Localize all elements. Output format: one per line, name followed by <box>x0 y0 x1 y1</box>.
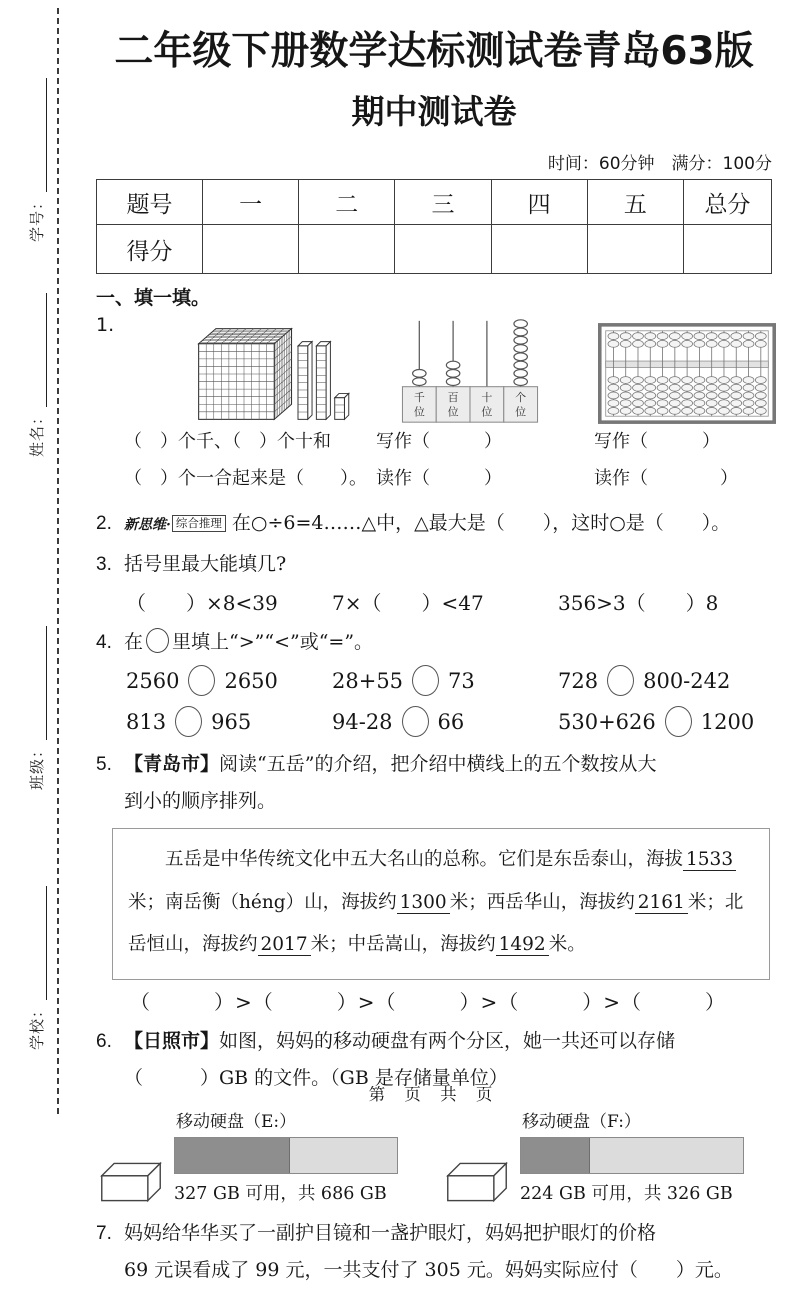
disk-f-usage-bar <box>520 1137 744 1174</box>
q5-prompt-line-1 <box>124 746 772 783</box>
cmp-left: 28+55 <box>332 668 404 693</box>
svg-text:位: 位 <box>413 405 425 419</box>
cmp-left: 813 <box>126 709 167 734</box>
svg-text:位: 位 <box>481 405 493 419</box>
score-table <box>96 179 772 274</box>
question-4 <box>96 624 772 661</box>
q1-blocks-caption-2: （ ）个一合起来是（ ）。 <box>124 467 367 489</box>
score-cell-empty <box>587 225 683 274</box>
score-row-label: 得分 <box>97 225 203 274</box>
q1-blocks-caption-1: （ ）个千、（ ）个十和 <box>124 431 331 452</box>
q6-prompt-line-1 <box>124 1023 772 1060</box>
name-label: 姓名： <box>28 408 46 457</box>
sidebar-field-class <box>19 600 47 790</box>
question-5-prompt <box>124 746 772 820</box>
comparison-circle <box>412 665 439 696</box>
svg-text:位: 位 <box>515 405 527 419</box>
question-1-figures <box>124 312 772 498</box>
elevation-value: 2017 <box>258 934 311 956</box>
class-blank-line <box>29 626 47 740</box>
drive-box-icon <box>100 1159 162 1205</box>
score-header-cell: 二 <box>299 180 395 225</box>
elevation-value: 2161 <box>635 892 688 914</box>
question-4-row-2 <box>126 706 772 737</box>
question-2-number: 2. <box>96 512 112 534</box>
score-cell-empty <box>299 225 395 274</box>
q3-item: 356>3（ ）8 <box>558 590 719 615</box>
name-blank-line <box>29 293 47 407</box>
q7-line-2: 69 元误看成了 99 元，一共支付了 305 元。妈妈实际应付（ ）元。 <box>124 1258 733 1281</box>
five-mountains-passage <box>128 839 754 967</box>
cmp-right: 965 <box>211 709 252 734</box>
q4-prompt-prefix: 在 <box>124 630 144 653</box>
passage-text: 米；北岳恒山，海拔约 <box>128 891 744 956</box>
five-mountains-box <box>112 828 770 980</box>
base-ten-blocks-image <box>190 324 352 424</box>
q5-prompt-text: 阅读“五岳”的介绍，把介绍中横线上的五个数按从大 <box>219 752 657 775</box>
question-3 <box>96 546 772 583</box>
city-tag-qingdao: 【青岛市】 <box>124 752 220 775</box>
question-3-items <box>126 587 772 616</box>
question-5-answer-line: （ ）>（ ）>（ ）>（ ）>（ ） <box>130 989 727 1014</box>
comparison-item <box>558 706 772 737</box>
q1-counter-column <box>376 312 594 498</box>
paper-subtitle: 期中测试卷 <box>351 92 517 131</box>
question-3-number: 3. <box>96 553 112 575</box>
comparison-item <box>332 706 558 737</box>
question-1-number: 1. <box>96 314 115 336</box>
q1-abacus-figure <box>594 312 776 424</box>
disk-e-title: 移动硬盘（E:） <box>176 1111 297 1132</box>
question-2-body <box>124 505 772 542</box>
svg-text:十: 十 <box>481 391 493 405</box>
q1-blocks-figure <box>124 312 376 424</box>
question-5 <box>96 746 772 820</box>
cmp-left: 728 <box>558 668 599 693</box>
comparison-circle <box>402 706 429 737</box>
q5-prompt-line-2: 到小的顺序排列。 <box>124 789 277 812</box>
passage-text: 米；南岳衡（héng）山，海拔约 <box>128 891 397 913</box>
disk-e-used-portion <box>175 1138 290 1173</box>
q1-blocks-column <box>124 312 376 498</box>
question-7-body <box>124 1215 772 1289</box>
cmp-left: 530+626 <box>558 709 656 734</box>
q6-prompt-line-2: （ ）GB 的文件。（GB 是存储量单位） <box>124 1066 508 1089</box>
page-footer: 第 页 共 页 <box>368 1085 500 1104</box>
q3-item: （ ）×8<39 <box>126 590 278 615</box>
score-header-cell: 五 <box>587 180 683 225</box>
svg-text:百: 百 <box>447 391 459 405</box>
disk-e <box>100 1107 398 1205</box>
sidebar-field-student-id <box>19 52 47 242</box>
student-id-label: 学号： <box>28 193 46 242</box>
sidebar-field-name <box>19 267 47 457</box>
q1-counter-figure <box>376 312 594 424</box>
question-6-disks <box>100 1107 772 1205</box>
question-3-prompt: 括号里最大能填几? <box>124 552 287 575</box>
new-thinking-badge: 新思维· <box>124 516 171 533</box>
disk-f <box>446 1107 744 1205</box>
city-tag-rizhao: 【日照市】 <box>124 1029 220 1052</box>
score-table-header-row <box>97 180 772 225</box>
svg-text:位: 位 <box>447 405 459 419</box>
disk-e-info <box>174 1107 398 1205</box>
reasoning-tag-badge: 综合推理 <box>172 515 226 533</box>
cmp-left: 2560 <box>126 668 180 693</box>
class-label: 班级： <box>28 741 46 790</box>
disk-f-caption: 224 GB 可用，共 326 GB <box>520 1183 733 1204</box>
cmp-right: 2650 <box>224 668 278 693</box>
time-score-meta: 时间：60分钟 满分：100分 <box>547 154 772 174</box>
passage-text: 米；西岳华山，海拔约 <box>449 891 635 913</box>
score-header-cell: 一 <box>203 180 299 225</box>
passage-text: 米；中岳嵩山，海拔约 <box>310 934 496 956</box>
cmp-right: 800-242 <box>643 668 731 693</box>
q7-line-1: 妈妈给华华买了一副护目镜和一盏护眼灯，妈妈把护眼灯的价格 <box>124 1221 657 1244</box>
abacus-image <box>598 323 776 424</box>
score-header-cell: 总分 <box>684 180 772 225</box>
question-4-row-1 <box>126 665 772 696</box>
disk-f-info <box>520 1107 744 1205</box>
comparison-circle <box>188 665 215 696</box>
q1-abacus-write: 写作（ ） <box>594 431 720 452</box>
cmp-left: 94-28 <box>332 709 393 734</box>
comparison-item <box>558 665 772 696</box>
score-header-cell: 四 <box>491 180 587 225</box>
school-blank-line <box>29 886 47 1000</box>
score-header-cell: 三 <box>395 180 491 225</box>
question-4-number: 4. <box>96 631 112 653</box>
question-6-number: 6. <box>96 1030 112 1052</box>
score-cell-empty <box>395 225 491 274</box>
section-one-heading: 一、填一填。 <box>96 287 211 309</box>
school-label: 学校： <box>28 1001 46 1050</box>
question-4-prompt <box>124 624 772 661</box>
q1-counter-write: 写作（ ） <box>376 431 502 452</box>
paper-title: 二年级下册数学达标测试卷青岛63版 <box>114 29 754 74</box>
elevation-value: 1492 <box>496 934 549 956</box>
q4-prompt-suffix: 里填上“>”“<”或“=”。 <box>172 630 374 653</box>
svg-text:个: 个 <box>515 391 527 405</box>
comparison-circle <box>175 706 202 737</box>
elevation-value: 1533 <box>683 849 736 871</box>
disk-f-used-portion <box>521 1138 590 1173</box>
q1-counter-read: 读作（ ） <box>376 467 502 489</box>
score-table-score-row <box>97 225 772 274</box>
q6-prompt-text: 如图，妈妈的移动硬盘有两个分区，她一共还可以存储 <box>219 1029 676 1052</box>
place-value-counter-image <box>394 319 546 424</box>
comparison-circle <box>665 706 692 737</box>
comparison-item <box>332 665 558 696</box>
question-2-text: 在○÷6=4……△中，△最大是（ ），这时○是（ ）。 <box>231 511 731 534</box>
q1-abacus-read: 读作（ ） <box>594 467 738 489</box>
question-5-number: 5. <box>96 753 112 775</box>
question-2 <box>96 505 772 542</box>
seal-dashed-line <box>57 8 59 1114</box>
disk-f-title: 移动硬盘（F:） <box>522 1111 641 1132</box>
question-7 <box>96 1215 772 1289</box>
svg-text:千: 千 <box>413 391 425 405</box>
drive-box-icon <box>446 1159 508 1205</box>
cmp-right: 73 <box>448 668 475 693</box>
comparison-item <box>126 706 332 737</box>
comparison-item <box>126 665 332 696</box>
passage-text: 米。 <box>548 934 586 956</box>
disk-e-caption: 327 GB 可用，共 686 GB <box>174 1183 387 1204</box>
disk-e-usage-bar <box>174 1137 398 1174</box>
comparison-circle <box>607 665 634 696</box>
q4-inline-circle <box>146 628 169 653</box>
cmp-right: 66 <box>437 709 465 734</box>
question-1 <box>96 312 772 498</box>
elevation-value: 1300 <box>397 892 450 914</box>
q3-item: 7×（ ）<47 <box>332 590 484 615</box>
student-id-blank-line <box>29 78 47 192</box>
score-cell-empty <box>203 225 299 274</box>
passage-text: 五岳是中华传统文化中五大名山的总称。它们是东岳泰山，海拔 <box>165 849 684 871</box>
question-7-number: 7. <box>96 1222 112 1244</box>
score-cell-empty <box>491 225 587 274</box>
score-header-cell: 题号 <box>97 180 203 225</box>
sidebar-field-school <box>19 860 47 1050</box>
cmp-right: 1200 <box>700 709 755 734</box>
q1-abacus-column <box>594 312 776 498</box>
score-cell-empty <box>684 225 772 274</box>
